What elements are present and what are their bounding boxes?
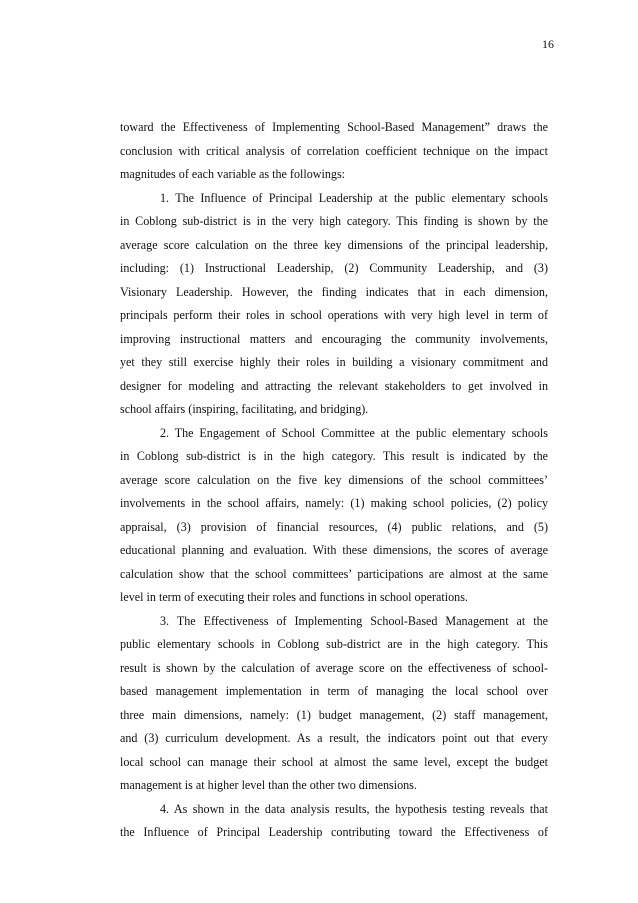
text-line: school affairs (inspiring, facilitating, and bridging). <box>120 402 369 416</box>
text-line: 4. As shown in the data analysis results, the hypothesis testing reveals that <box>160 801 548 816</box>
text-line: calculation show that the school committees’ participations are almost at the same <box>120 566 548 581</box>
text-line: management is at higher level than the other two dimensions. <box>120 778 417 792</box>
text-line: Visionary Leadership. However, the finding indicates that in each dimension, <box>120 284 548 299</box>
text-line: yet they still exercise highly their roles in building a visionary commitment and <box>120 355 548 369</box>
text-line: average score calculation on the three key dimensions of the principal leadership, <box>120 237 548 252</box>
body-text <box>120 116 548 845</box>
text-line: designer for modeling and attracting the relevant stakeholders to get involved in <box>120 378 548 393</box>
text-line: conclusion with critical analysis of correlation coefficient technique on the impact <box>120 143 548 158</box>
text-line: including: (1) Instructional Leadership, (2) Community Leadership, and (3) <box>120 261 548 275</box>
text-line: local school can manage their school at almost the same level, except the budget <box>120 754 548 769</box>
text-line: in Coblong sub-district is in the high category. This result is indicated by the <box>120 449 548 463</box>
text-line: principals perform their roles in school operations with very high level in term of <box>120 308 548 322</box>
text-line: based management implementation in term of managing the local school over <box>120 684 548 698</box>
text-line: 3. The Effectiveness of Implementing School-Based Management at the <box>160 613 548 628</box>
text-line: result is shown by the calculation of average score on the effectiveness of school- <box>120 660 548 675</box>
text-line: level in term of executing their roles and functions in school operations. <box>120 590 468 604</box>
text-line: three main dimensions, namely: (1) budget management, (2) staff management, <box>120 707 548 722</box>
text-line: educational planning and evaluation. With these dimensions, the scores of average <box>120 543 548 557</box>
text-line: and (3) curriculum development. As a result, the indicators point out that every <box>120 731 548 745</box>
page-number: 16 <box>542 37 554 51</box>
text-line: appraisal, (3) provision of financial resources, (4) public relations, and (5) <box>120 519 548 534</box>
text-line: the Influence of Principal Leadership contributing toward the Effectiveness of <box>120 825 548 839</box>
text-line: improving instructional matters and encouraging the community involvements, <box>120 331 548 346</box>
text-line: magnitudes of each variable as the followings: <box>120 167 346 181</box>
text-line: involvements in the school affairs, namely: (1) making school policies, (2) policy <box>120 496 548 510</box>
text-line: toward the Effectiveness of Implementing School-Based Management” draws the <box>120 120 548 134</box>
text-line: 2. The Engagement of School Committee at the public elementary schools <box>160 425 548 440</box>
text-line: 1. The Influence of Principal Leadership at the public elementary schools <box>160 190 548 205</box>
text-line: public elementary schools in Coblong sub-district are in the high category. This <box>120 637 548 651</box>
text-line: in Coblong sub-district is in the very high category. This finding is shown by the <box>120 214 548 228</box>
text-line: average score calculation on the five key dimensions of the school committees’ <box>120 472 548 487</box>
